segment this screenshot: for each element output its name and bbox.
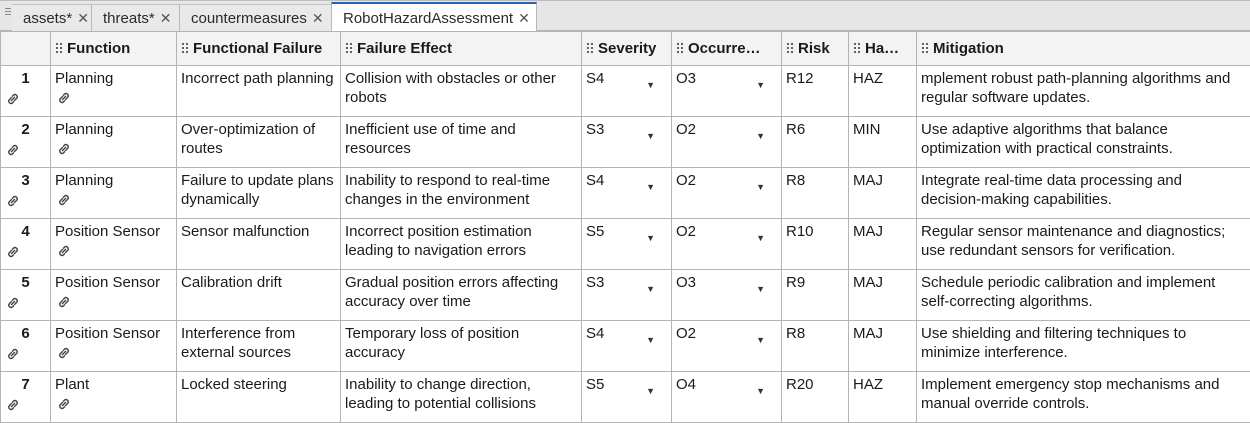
hazard-value: MAJ — [853, 223, 883, 240]
caret-down-icon[interactable]: ▼ — [646, 178, 655, 197]
drag-handle-icon[interactable] — [676, 42, 684, 54]
hazard-value: HAZ — [853, 376, 883, 393]
hazard-cell[interactable] — [849, 270, 917, 321]
functional-failure-cell[interactable] — [177, 270, 341, 321]
severity-value: S4 — [586, 325, 604, 342]
tab-label: countermeasures — [191, 10, 307, 27]
occurrence-value: O2 — [676, 223, 696, 240]
row-number: 7 — [21, 376, 29, 393]
column-header-label: Failure Effect — [357, 40, 452, 57]
drag-handle-icon[interactable] — [853, 42, 861, 54]
table-row[interactable] — [1, 219, 1250, 270]
table-row[interactable] — [1, 321, 1250, 372]
column-header-function[interactable] — [51, 32, 177, 66]
link-icon[interactable] — [5, 348, 21, 360]
row-number: 4 — [21, 223, 29, 240]
tab-label: assets* — [23, 10, 72, 27]
risk-cell — [782, 321, 849, 372]
close-icon[interactable]: ✕ — [312, 10, 324, 27]
drag-handle-icon[interactable] — [55, 42, 63, 54]
mitigation-cell[interactable] — [917, 66, 1250, 117]
occurrence-dropdown[interactable] — [672, 117, 782, 168]
functional-failure-text: Sensor malfunction — [181, 223, 309, 240]
drag-handle-icon[interactable] — [345, 42, 353, 54]
column-header-label: Risk — [798, 40, 830, 57]
function-cell[interactable] — [51, 270, 177, 321]
functional-failure-cell[interactable] — [177, 66, 341, 117]
row-number-cell[interactable] — [1, 66, 51, 117]
hazard-cell[interactable] — [849, 321, 917, 372]
occurrence-value: O2 — [676, 172, 696, 189]
failure-effect-text: Collision with obstacles or other robots — [345, 70, 556, 106]
caret-down-icon[interactable]: ▼ — [646, 127, 655, 146]
occurrence-value: O2 — [676, 325, 696, 342]
tab-robot-hazard-assessment[interactable] — [331, 2, 537, 32]
risk-value: R20 — [786, 376, 814, 393]
tab-threats[interactable] — [92, 4, 180, 31]
row-number-cell[interactable] — [1, 117, 51, 168]
hazard-cell[interactable] — [849, 372, 917, 423]
failure-effect-text: Inefficient use of time and resources — [345, 121, 516, 157]
row-number-cell[interactable] — [1, 219, 51, 270]
mitigation-cell[interactable] — [917, 372, 1250, 423]
functional-failure-text: Failure to update plans dynamically — [181, 172, 334, 208]
risk-cell — [782, 372, 849, 423]
link-icon[interactable] — [56, 92, 72, 104]
caret-down-icon[interactable]: ▼ — [756, 229, 765, 248]
severity-dropdown[interactable] — [582, 168, 672, 219]
row-number-cell[interactable] — [1, 168, 51, 219]
tab-countermeasures[interactable] — [180, 4, 332, 31]
severity-value: S4 — [586, 172, 604, 189]
hazard-value: MAJ — [853, 172, 883, 189]
close-icon[interactable]: ✕ — [160, 10, 172, 27]
severity-value: S5 — [586, 376, 604, 393]
column-header-failure-effect[interactable] — [341, 32, 582, 66]
function-text: Planning — [55, 121, 113, 138]
link-icon[interactable] — [5, 195, 21, 207]
row-number: 1 — [21, 70, 29, 87]
failure-effect-cell[interactable] — [341, 219, 582, 270]
function-text: Plant — [55, 376, 89, 393]
functional-failure-cell[interactable] — [177, 168, 341, 219]
occurrence-value: O3 — [676, 274, 696, 291]
risk-value: R12 — [786, 70, 814, 87]
severity-value: S4 — [586, 70, 604, 87]
risk-value: R10 — [786, 223, 814, 240]
risk-cell — [782, 168, 849, 219]
severity-dropdown[interactable] — [582, 219, 672, 270]
risk-cell — [782, 270, 849, 321]
occurrence-value: O3 — [676, 70, 696, 87]
severity-dropdown[interactable] — [582, 66, 672, 117]
mitigation-cell[interactable] — [917, 168, 1250, 219]
severity-dropdown[interactable] — [582, 270, 672, 321]
row-number: 3 — [21, 172, 29, 189]
caret-down-icon[interactable]: ▼ — [756, 178, 765, 197]
mitigation-cell[interactable] — [917, 270, 1250, 321]
function-cell[interactable] — [51, 66, 177, 117]
function-cell[interactable] — [51, 372, 177, 423]
caret-down-icon[interactable]: ▼ — [756, 331, 765, 350]
failure-effect-text: Inability to change direction, leading to potential collisions — [345, 376, 536, 412]
tab-grip-icon[interactable] — [5, 8, 11, 20]
column-header-label: Function — [67, 40, 130, 57]
functional-failure-text: Incorrect path planning — [181, 70, 334, 87]
hazard-value: MIN — [853, 121, 881, 138]
mitigation-text: Use adaptive algorithms that balance optimization with practical constraints. — [921, 121, 1173, 157]
function-text: Planning — [55, 172, 113, 189]
risk-value: R6 — [786, 121, 805, 138]
hazard-cell[interactable] — [849, 66, 917, 117]
mitigation-text: Schedule periodic calibration and implement self-correcting algorithms. — [921, 274, 1215, 310]
table-row[interactable] — [1, 372, 1250, 423]
tab-label: threats* — [103, 10, 155, 27]
functional-failure-text: Calibration drift — [181, 274, 282, 291]
hazard-value: HAZ — [853, 70, 883, 87]
occurrence-value: O4 — [676, 376, 696, 393]
drag-handle-icon[interactable] — [586, 42, 594, 54]
mitigation-text: Regular sensor maintenance and diagnostics; use redundant sensors for verification. — [921, 223, 1225, 259]
function-text: Planning — [55, 70, 113, 87]
link-icon[interactable] — [5, 144, 21, 156]
column-header-hazard[interactable] — [849, 32, 917, 66]
functional-failure-cell[interactable] — [177, 321, 341, 372]
column-header-label: Severity — [598, 40, 656, 57]
severity-dropdown[interactable] — [582, 321, 672, 372]
failure-effect-text: Inability to respond to real-time changes in the environment — [345, 172, 550, 208]
hazard-cell[interactable] — [849, 219, 917, 270]
function-text: Position Sensor — [55, 274, 160, 291]
function-text: Position Sensor — [55, 223, 160, 240]
row-number-cell[interactable] — [1, 372, 51, 423]
function-cell[interactable] — [51, 117, 177, 168]
severity-value: S5 — [586, 223, 604, 240]
column-header-risk[interactable] — [782, 32, 849, 66]
link-icon[interactable] — [56, 143, 72, 155]
tab-assets[interactable] — [12, 4, 92, 31]
mitigation-text: Use shielding and filtering techniques to minimize interference. — [921, 325, 1186, 361]
functional-failure-cell[interactable] — [177, 372, 341, 423]
header-row — [1, 32, 1250, 66]
hazard-value: MAJ — [853, 274, 883, 291]
mitigation-cell[interactable] — [917, 117, 1250, 168]
risk-value: R8 — [786, 325, 805, 342]
caret-down-icon[interactable]: ▼ — [756, 76, 765, 95]
occurrence-dropdown[interactable] — [672, 168, 782, 219]
functional-failure-text: Locked steering — [181, 376, 287, 393]
link-icon[interactable] — [5, 93, 21, 105]
row-number: 5 — [21, 274, 29, 291]
severity-dropdown[interactable] — [582, 372, 672, 423]
failure-effect-cell[interactable] — [341, 117, 582, 168]
functional-failure-cell[interactable] — [177, 219, 341, 270]
column-header-index — [1, 32, 51, 66]
row-number-cell[interactable] — [1, 270, 51, 321]
failure-effect-cell[interactable] — [341, 321, 582, 372]
caret-down-icon[interactable]: ▼ — [646, 331, 655, 350]
table-row[interactable] — [1, 168, 1250, 219]
drag-handle-icon[interactable] — [921, 42, 929, 54]
drag-handle-icon[interactable] — [181, 42, 189, 54]
link-icon[interactable] — [5, 246, 21, 258]
occurrence-dropdown[interactable] — [672, 321, 782, 372]
failure-effect-cell[interactable] — [341, 372, 582, 423]
failure-effect-cell[interactable] — [341, 270, 582, 321]
row-number-cell[interactable] — [1, 321, 51, 372]
column-header-severity[interactable] — [582, 32, 672, 66]
link-icon[interactable] — [56, 296, 72, 308]
failure-effect-text: Gradual position errors affecting accuracy over time — [345, 274, 558, 310]
link-icon[interactable] — [56, 347, 72, 359]
mitigation-text: Integrate real-time data processing and decision-making capabilities. — [921, 172, 1182, 208]
tab-bar — [0, 0, 1250, 31]
hazard-cell[interactable] — [849, 168, 917, 219]
severity-dropdown[interactable] — [582, 117, 672, 168]
row-number: 6 — [21, 325, 29, 342]
risk-cell — [782, 219, 849, 270]
hazard-value: MAJ — [853, 325, 883, 342]
occurrence-dropdown[interactable] — [672, 66, 782, 117]
severity-value: S3 — [586, 274, 604, 291]
column-header-label: Occurre… — [688, 40, 761, 57]
caret-down-icon[interactable]: ▼ — [756, 382, 765, 401]
table-row[interactable] — [1, 270, 1250, 321]
risk-cell — [782, 117, 849, 168]
link-icon[interactable] — [56, 245, 72, 257]
failure-effect-text: Temporary loss of position accuracy — [345, 325, 519, 361]
mitigation-text: Implement emergency stop mechanisms and manual override controls. — [921, 376, 1219, 412]
row-number: 2 — [21, 121, 29, 138]
close-icon[interactable]: ✕ — [77, 10, 89, 27]
risk-value: R8 — [786, 172, 805, 189]
link-icon[interactable] — [5, 297, 21, 309]
failure-effect-cell[interactable] — [341, 168, 582, 219]
mitigation-cell[interactable] — [917, 219, 1250, 270]
link-icon[interactable] — [56, 194, 72, 206]
functional-failure-text: Interference from external sources — [181, 325, 295, 361]
column-header-label: Mitigation — [933, 40, 1004, 57]
function-cell[interactable] — [51, 321, 177, 372]
severity-value: S3 — [586, 121, 604, 138]
hazard-cell[interactable] — [849, 117, 917, 168]
close-icon[interactable]: ✕ — [518, 10, 530, 27]
failure-effect-text: Incorrect position estimation leading to navigation errors — [345, 223, 532, 259]
function-cell[interactable] — [51, 168, 177, 219]
column-header-functional-failure[interactable] — [177, 32, 341, 66]
column-header-label: Ha… — [865, 40, 899, 57]
table-row[interactable] — [1, 66, 1250, 117]
caret-down-icon[interactable]: ▼ — [646, 280, 655, 299]
caret-down-icon[interactable]: ▼ — [646, 382, 655, 401]
occurrence-dropdown[interactable] — [672, 372, 782, 423]
link-icon[interactable] — [56, 398, 72, 410]
drag-handle-icon[interactable] — [786, 42, 794, 54]
occurrence-value: O2 — [676, 121, 696, 138]
mitigation-text: mplement robust path-planning algorithms and regular software updates. — [921, 70, 1230, 106]
functional-failure-cell[interactable] — [177, 117, 341, 168]
column-header-label: Functional Failure — [193, 40, 322, 57]
link-icon[interactable] — [5, 399, 21, 411]
mitigation-cell[interactable] — [917, 321, 1250, 372]
caret-down-icon[interactable]: ▼ — [646, 76, 655, 95]
tab-label: RobotHazardAssessment — [343, 10, 513, 27]
functional-failure-text: Over-optimization of routes — [181, 121, 315, 157]
occurrence-dropdown[interactable] — [672, 270, 782, 321]
failure-effect-cell[interactable] — [341, 66, 582, 117]
caret-down-icon[interactable]: ▼ — [756, 127, 765, 146]
caret-down-icon[interactable]: ▼ — [646, 229, 655, 248]
function-text: Position Sensor — [55, 325, 160, 342]
column-header-occurrence[interactable] — [672, 32, 782, 66]
table-row[interactable] — [1, 117, 1250, 168]
risk-value: R9 — [786, 274, 805, 291]
column-header-mitigation[interactable] — [917, 32, 1250, 66]
occurrence-dropdown[interactable] — [672, 219, 782, 270]
risk-cell — [782, 66, 849, 117]
function-cell[interactable] — [51, 219, 177, 270]
caret-down-icon[interactable]: ▼ — [756, 280, 765, 299]
hazard-table — [0, 31, 1250, 423]
